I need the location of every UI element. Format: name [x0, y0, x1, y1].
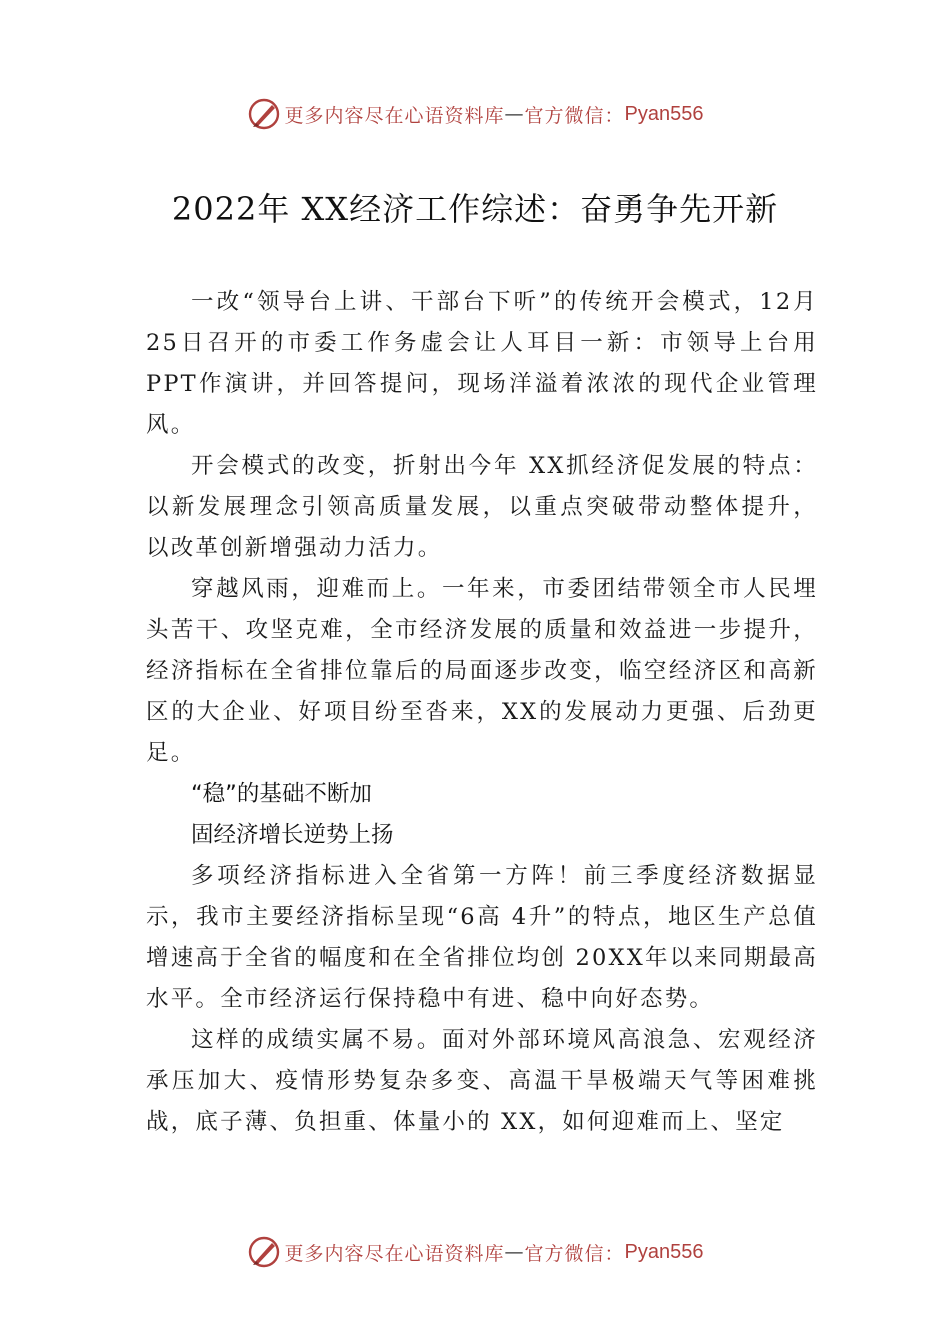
- banner-separator: —: [504, 1241, 525, 1263]
- paragraph: 开会模式的改变，折射出今年 XX抓经济促发展的特点：以新发展理念引领高质量发展，以重点突破带动整体提升， 以改革创新增强动力活力。: [146, 453, 818, 561]
- section-heading-line1: “稳”的基础不断加: [191, 781, 372, 807]
- pen-circle-logo-icon: [247, 1235, 281, 1269]
- pen-circle-logo-icon: [247, 97, 281, 131]
- banner-wechat-id: Pyan556: [624, 1240, 704, 1263]
- header-banner: [0, 94, 950, 134]
- banner-wechat-label: 官方微信：: [524, 104, 625, 127]
- banner-separator: —: [504, 103, 525, 125]
- banner-text: 更多内容尽在心语资料库: [284, 104, 505, 127]
- paragraph: 这样的成绩实属不易。面对外部环境风高浪急、宏观经济承压加大、疫情形势复杂多变、高温干旱极端天气等困难挑战，底子薄、负担重、体量小的 XX，如何迎难而上、坚定: [146, 1027, 818, 1135]
- paragraph: 一改“领导台上讲、干部台下听”的传统开会模式，12月 25日召开的市委工作务虚会让人耳目一新：市领导上台用 PPT作演讲，并回答提问，现场洋溢着浓浓的现代企业管理风。: [146, 289, 818, 438]
- paragraph: 多项经济指标进入全省第一方阵！前三季度经济数据显示，我市主要经济指标呈现“6高 4升”的特点，地区生产总值增速高于全省的幅度和在全省排位均创 20XX年以来同期最高水平。全市经济运行保持稳中有进、稳中向好态势。: [146, 863, 818, 1012]
- banner-wechat-id: Pyan556: [624, 102, 704, 125]
- footer-banner: [0, 1232, 950, 1272]
- banner-text: 更多内容尽在心语资料库: [284, 1242, 505, 1265]
- document-body: [146, 282, 818, 1143]
- document-title: 2022年 XX经济工作综述：奋勇争先开新: [171, 190, 779, 228]
- section-heading-line2: 固经济增长逆势上扬: [191, 822, 394, 848]
- paragraph: 穿越风雨，迎难而上。一年来，市委团结带领全市人民埋头苦干、攻坚克难，全市经济发展的质量和效益进一步提升，经济指标在全省排位靠后的局面逐步改变，临空经济区和高新区的大企业、好项目纷至沓来，XX的发展动力更强、后劲更足。: [146, 576, 818, 766]
- banner-wechat-label: 官方微信：: [524, 1242, 625, 1265]
